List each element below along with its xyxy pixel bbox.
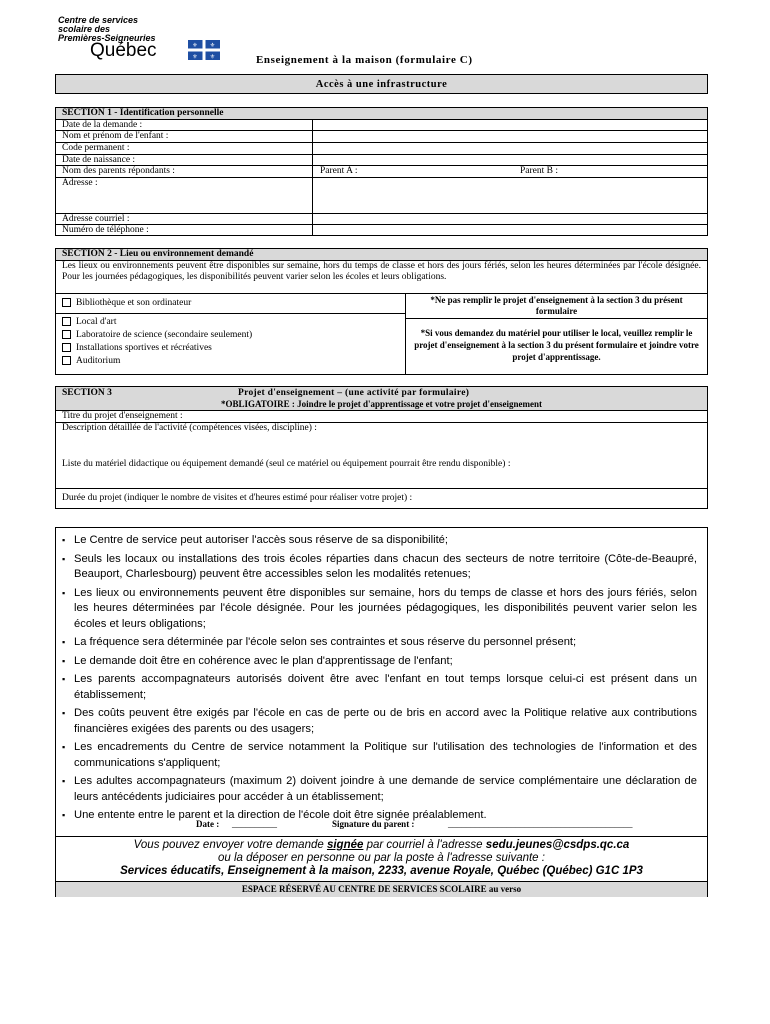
address-row <box>56 178 707 214</box>
option-label: Installations sportives et récréatives <box>76 343 212 353</box>
date-label: Date : <box>196 819 220 829</box>
duration-row[interactable] <box>56 490 707 508</box>
field-row <box>56 166 707 178</box>
email-row <box>56 214 707 225</box>
rule-item: ▪ Le Centre de service peut autoriser l'accès sous réserve de sa disponibilité; <box>62 533 697 549</box>
contact-email[interactable]: sedu.jeunes@csdps.qc.ca <box>485 839 630 851</box>
section1-title: SECTION 1 - Identification personnelle <box>62 108 224 118</box>
checkbox[interactable] <box>62 356 71 365</box>
checkbox[interactable] <box>62 343 71 352</box>
duration-label: Durée du projet (indiquer le nombre de visites et d'heures estimé pour réaliser votre projet) : <box>62 493 413 503</box>
project-title-label: Titre du projet d'enseignement : <box>62 411 183 421</box>
option-sports[interactable] <box>56 343 405 356</box>
address-input[interactable] <box>313 178 707 213</box>
section3-title: Projet d'enseignement – (une activité par formulaire) <box>238 388 470 398</box>
field-row <box>56 131 707 143</box>
signature-input[interactable]: _________________________________________ <box>448 819 633 829</box>
checkbox[interactable] <box>62 298 71 307</box>
section1 <box>55 107 708 236</box>
date-request-input[interactable] <box>313 120 707 130</box>
postal-address: Services éducatifs, Enseignement à la maison, 2233, avenue Royale, Québec (Québec) G1C 1P3 <box>120 865 643 877</box>
checkbox[interactable] <box>62 330 71 339</box>
logo-line2: scolaire des <box>58 24 111 34</box>
section3-header <box>56 387 707 411</box>
signed-word: signée <box>326 839 364 851</box>
svg-text:⚜: ⚜ <box>209 43 216 49</box>
option-label: Bibliothèque et son ordinateur <box>76 298 192 308</box>
rules-box <box>55 527 708 897</box>
send-line <box>56 839 707 852</box>
deposit-line: ou la déposer en personne ou par la poste à l'adresse suivante : <box>218 852 545 864</box>
logo-wordmark: Québec <box>90 40 157 61</box>
project-title-row[interactable] <box>56 411 707 423</box>
option-label: Auditorium <box>76 356 121 366</box>
material-label: Liste du matériel didactique ou équipement demandé (seul ce matériel ou équipement pourrait être rendu disponible) : <box>62 459 511 469</box>
description-row[interactable] <box>56 423 707 489</box>
address-label: Adresse : <box>62 178 98 188</box>
svg-text:⚜: ⚜ <box>209 54 216 60</box>
section3-mandatory: *OBLIGATOIRE : Joindre le projet d'apprentissage et votre projet d'enseignement <box>220 399 543 409</box>
rule-item: ▪ La fréquence sera déterminée par l'école selon ses contraintes et sous réserve du personnel présent; <box>62 635 697 651</box>
rule-item: ▪ Les adultes accompagnateurs (maximum 2) doivent joindre à une demande de service complémentaire une déclaration de leurs antécédents judiciaires pour accéder à un établissement; <box>62 774 697 805</box>
option-label: Local d'art <box>76 317 117 327</box>
option-label: Laboratoire de science (secondaire seulement) <box>76 330 253 340</box>
field-row <box>56 120 707 131</box>
section2-intro-row <box>56 261 707 294</box>
svg-text:⚜: ⚜ <box>192 43 198 49</box>
footer <box>56 839 707 878</box>
section2-intro: Les lieux ou environnements peuvent être disponibles sur semaine, hors du temps de classe et hors des jours fériés, selon les heures déterminées par l'école désignée. Pour les journées pédagogiques, les disponibilités peuvent varier selon les écoles et leurs obligations. <box>62 261 701 282</box>
email-input[interactable] <box>313 214 707 224</box>
section1-header <box>56 108 707 120</box>
option-library[interactable] <box>56 294 405 314</box>
form-title: Enseignement à la maison (formulaire C) <box>256 54 473 66</box>
logo-line3: Premières-Seigneuries <box>58 33 156 43</box>
send-mid: par courriel à l'adresse <box>366 839 483 851</box>
field-label: Code permanent : <box>62 143 130 153</box>
parent-a-label[interactable]: Parent A : <box>320 166 358 176</box>
signature-label: Signature du parent : <box>332 819 415 829</box>
rules-list <box>62 533 697 824</box>
option-lab[interactable] <box>56 330 405 343</box>
date-input[interactable]: __________ <box>232 819 277 829</box>
checkbox[interactable] <box>62 317 71 326</box>
phone-row <box>56 225 707 235</box>
option-auditorium[interactable] <box>56 356 405 369</box>
phone-label: Numéro de téléphone : <box>62 225 149 235</box>
field-label: Date de naissance : <box>62 155 136 165</box>
rule-item: ▪ Seuls les locaux ou installations des trois écoles réparties dans chacun des secteurs de notre territoire (Côte-de-Beaupré, Beauport, Charlesbourg) peuvent être accessibles selon les modalités retenues; <box>62 552 697 583</box>
logo <box>58 14 228 62</box>
rule-item: ▪ Les encadrements du Centre de service notamment la Politique sur l'utilisation des technologies de l'information et des communications s'appliquent; <box>62 740 697 771</box>
rule-item: ▪ Les lieux ou environnements peuvent être disponibles sur semaine, hors du temps de classe et hors des jours fériés, selon les heures déterminées par l'école désignée. Pour les journées pédagogiques, les disponibilités peuvent varier selon les écoles et leurs obligations; <box>62 586 697 633</box>
options-column <box>56 294 405 374</box>
rule-item: ▪ Des coûts peuvent être exigés par l'école en cas de perte ou de bris en accord avec la Politique relative aux contributions financières exigées des parents ou des usagers; <box>62 706 697 737</box>
field-label: Nom des parents répondants : <box>62 166 175 176</box>
reserved-text: ESPACE RÉSERVÉ AU CENTRE DE SERVICES SCOLAIRE au verso <box>241 884 522 894</box>
note-material-text: *Si vous demandez du matériel pour utiliser le local, veuillez remplir le projet d'enseignement à la section 3 du présent formulaire et joindre votre projet d'apprentissage. <box>414 328 699 362</box>
rule-item: ▪ Une entente entre le parent et la direction de l'école doit être signée préalablement. <box>62 808 697 824</box>
section2-header <box>56 249 707 261</box>
child-name-input[interactable] <box>313 131 707 142</box>
description-label: Description détaillée de l'activité (compétences visées, discipline) : <box>62 423 317 433</box>
svg-text:⚜: ⚜ <box>192 54 198 60</box>
quebec-flag-icon <box>188 40 220 60</box>
rule-item: ▪ Le demande doit être en cohérence avec le plan d'apprentissage de l'enfant; <box>62 654 697 670</box>
reserved-bar <box>56 881 707 897</box>
note-library-text: *Ne pas remplir le projet d'enseignement à la section 3 du présent formulaire <box>430 295 683 316</box>
access-title: Accès à une infrastructure <box>315 79 448 90</box>
logo-line1: Centre de services <box>58 15 139 25</box>
section3 <box>55 386 708 509</box>
parent-b-label[interactable]: Parent B : <box>520 166 558 176</box>
note-material <box>406 319 707 374</box>
section3-label: SECTION 3 <box>62 388 112 398</box>
permanent-code-input[interactable] <box>313 143 707 154</box>
section2-title: SECTION 2 - Lieu ou environnement demandé <box>62 249 254 259</box>
section2 <box>55 248 708 375</box>
field-row <box>56 155 707 166</box>
field-label: Nom et prénom de l'enfant : <box>62 131 169 141</box>
send-prefix: Vous pouvez envoyer votre demande <box>133 839 324 851</box>
access-title-bar <box>55 74 708 94</box>
rule-item: ▪ Les parents accompagnateurs autorisés doivent être avec l'enfant en tout temps lorsque celui-ci est présent dans un établissement; <box>62 672 697 703</box>
birth-date-input[interactable] <box>313 155 707 165</box>
field-row <box>56 143 707 155</box>
note-library <box>406 294 707 319</box>
option-art[interactable] <box>56 317 405 330</box>
field-label: Date de la demande : <box>62 120 143 130</box>
phone-input[interactable] <box>313 225 707 235</box>
divider <box>56 836 707 837</box>
email-label: Adresse courriel : <box>62 214 130 224</box>
